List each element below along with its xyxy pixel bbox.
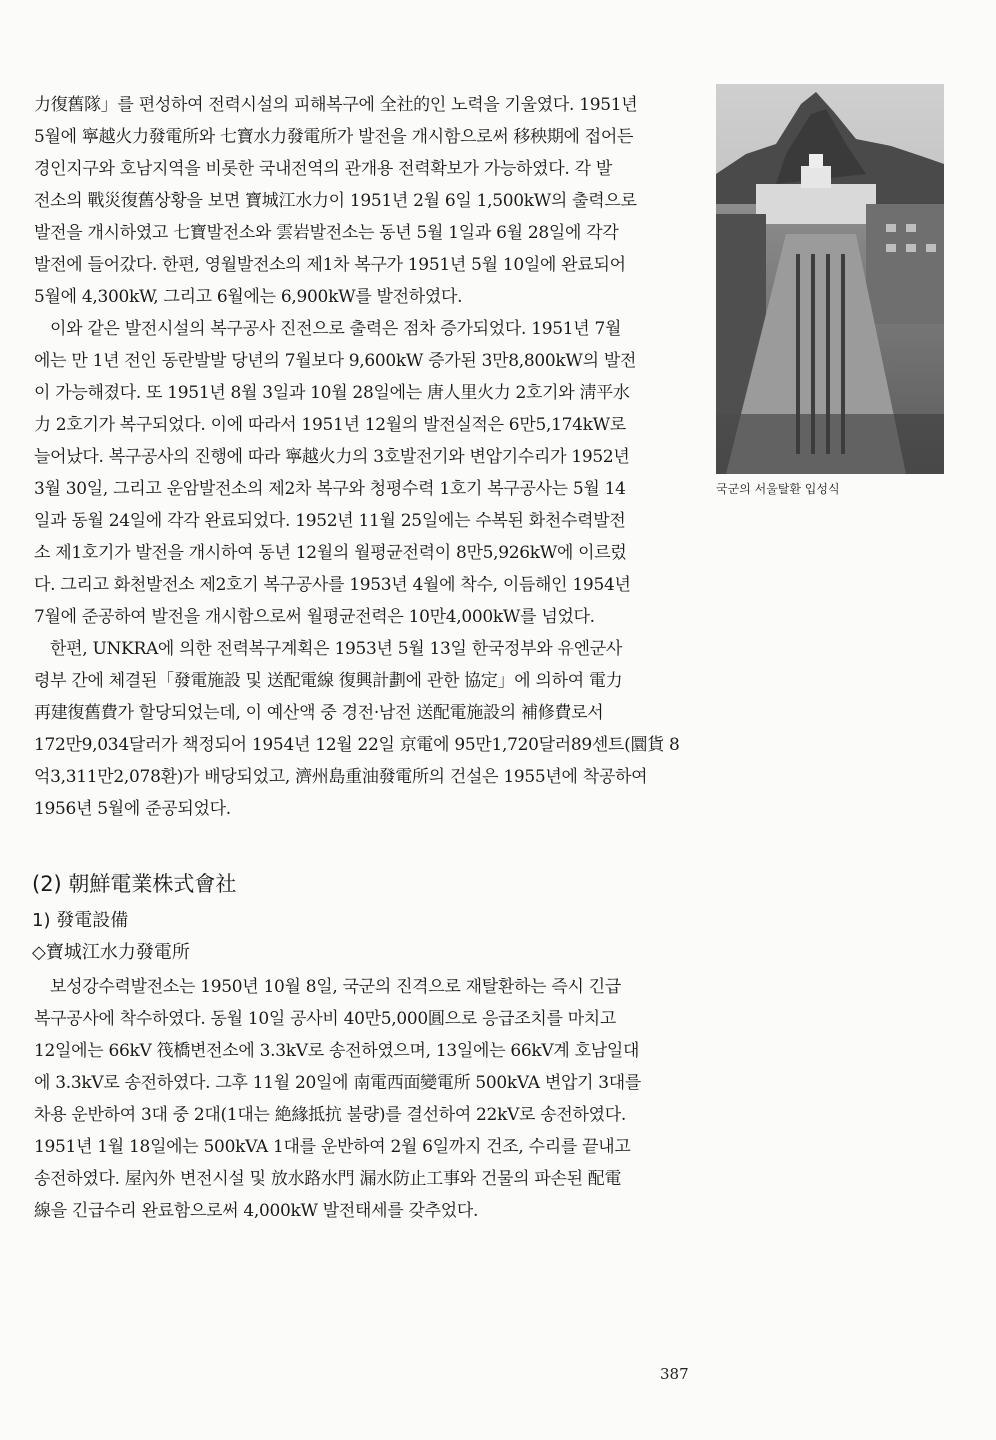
body-line: 차용 운반하여 3대 중 2대(1대는 絶緣抵抗 불량)를 결선하여 22kV로 송전하였다.: [34, 1105, 626, 1125]
section-heading: (2) 朝鮮電業株式會社: [32, 872, 237, 896]
body-line: 이와 같은 발전시설의 복구공사 진전으로 출력은 점차 증가되었다. 1951년 7월: [50, 319, 622, 339]
body-line: 다. 그리고 화천발전소 제2호기 복구공사를 1953년 4월에 착수, 이듬해인 1954년: [34, 575, 631, 595]
page-number: 387: [660, 1365, 689, 1383]
body-line: 한편, UNKRA에 의한 전력복구계획은 1953년 5월 13일 한국정부와 유엔군사: [50, 639, 622, 659]
body-line: 에는 만 1년 전인 동란발발 당년의 7월보다 9,600kW 증가된 3만8,800kW의 발전: [34, 351, 637, 371]
body-line: 再建復舊費가 할당되었는데, 이 예산액 중 경전·남전 送配電施設의 補修費로서: [34, 703, 604, 723]
body-line: 172만9,034달러가 책정되어 1954년 12월 22일 京電에 95만1,720달러89센트(圜貨 8: [34, 735, 680, 755]
body-line: 억3,311만2,078환)가 배당되었고, 濟州島重油發電所의 건설은 1955년에 착공하여: [34, 767, 648, 787]
body-line: 이 가능해졌다. 또 1951년 8월 3일과 10월 28일에는 唐人里火力 2호기와 淸平水: [34, 383, 630, 403]
body-line: 복구공사에 착수하였다. 동월 10일 공사비 40만5,000圓으로 응급조치를 마치고: [34, 1009, 617, 1029]
item-heading: ◇寶城江水力發電所: [32, 942, 190, 963]
body-line: 발전을 개시하였고 七寶발전소와 雲岩발전소는 동년 5월 1일과 6월 28일에 각각: [34, 223, 619, 243]
photo-caption: 국군의 서울탈환 입성식: [716, 482, 840, 496]
body-line: 7월에 준공하여 발전을 개시함으로써 월평균전력은 10만4,000kW를 넘었다.: [34, 607, 595, 627]
body-line: 령부 간에 체결된「發電施設 및 送配電線 復興計劃에 관한 協定」에 의하여 電力: [34, 671, 623, 691]
body-line: 일과 동월 24일에 각각 완료되었다. 1952년 11월 25일에는 수복된 화천수력발전: [34, 511, 626, 531]
body-line: 늘어났다. 복구공사의 진행에 따라 寧越火力의 3호발전기와 변압기수리가 1952년: [34, 447, 630, 467]
body-line: 1956년 5월에 준공되었다.: [34, 799, 231, 819]
body-line: 발전에 들어갔다. 한편, 영월발전소의 제1차 복구가 1951년 5월 10일에 완료되어: [34, 255, 626, 275]
photo-seoul-recapture: [716, 84, 944, 474]
body-line: 소 제1호기가 발전을 개시하여 동년 12월의 월평균전력이 8만5,926kW에 이르렀: [34, 543, 627, 563]
body-line: 3월 30일, 그리고 운암발전소의 제2차 복구와 청평수력 1호기 복구공사는 5월 14: [34, 479, 626, 499]
body-line: 1951년 1월 18일에는 500kVA 1대를 운반하여 2월 6일까지 건조, 수리를 끝내고: [34, 1137, 631, 1157]
photo-illustration: [716, 84, 944, 474]
body-line: 에 3.3kV로 송전하였다. 그후 11월 20일에 南電西面變電所 500kVA 변압기 3대를: [34, 1073, 642, 1093]
body-line: 보성강수력발전소는 1950년 10월 8일, 국군의 진격으로 재탈환하는 즉시 긴급: [50, 977, 621, 997]
subsection-heading: 1) 發電設備: [32, 910, 129, 931]
body-line: 전소의 戰災復舊상황을 보면 寶城江水力이 1951년 2월 6일 1,500kW의 출력으로: [34, 191, 637, 211]
body-line: 경인지구와 호남지역을 비롯한 국내전역의 관개용 전력확보가 가능하였다. 각 발: [34, 159, 612, 179]
body-line: 5월에 寧越火力發電所와 七寶水力發電所가 발전을 개시함으로써 移秧期에 접어든: [34, 127, 634, 147]
body-line: 12일에는 66kV 筏橋변전소에 3.3kV로 송전하였으며, 13일에는 66kV계 호남일대: [34, 1041, 640, 1061]
body-line: 力復舊隊」를 편성하여 전력시설의 피해복구에 全社的인 노력을 기울였다. 1951년: [34, 95, 638, 115]
body-line: 力 2호기가 복구되었다. 이에 따라서 1951년 12월의 발전실적은 6만5,174kW로: [34, 415, 626, 435]
body-line: 線을 긴급수리 완료함으로써 4,000kW 발전태세를 갖추었다.: [34, 1201, 479, 1221]
body-line: 5월에 4,300kW, 그리고 6월에는 6,900kW를 발전하였다.: [34, 287, 463, 307]
body-line: 송전하였다. 屋內外 변전시설 및 放水路水門 漏水防止工事와 건물의 파손된 配電: [34, 1169, 622, 1189]
